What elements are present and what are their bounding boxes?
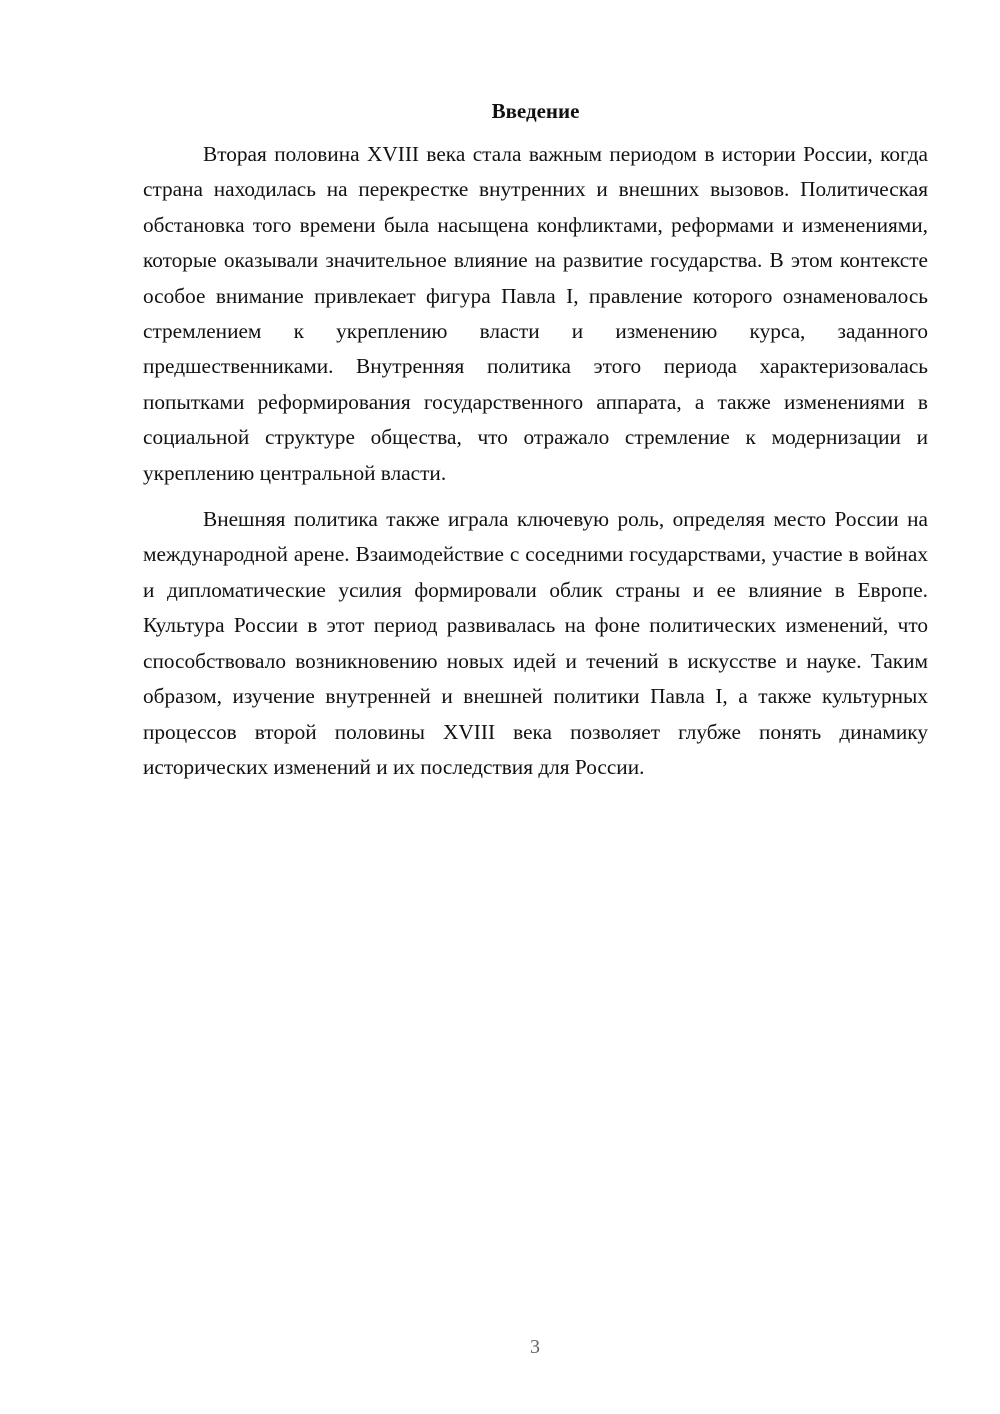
page-content (143, 96, 928, 796)
paragraph-2: Внешняя политика также играла ключевую роль, определяя место России на международной арене. Взаимодействие с соседними государствами, участие в войнах и дипломатические усилия формировали облик страны и ее влияние в Европе. Культура России в этот период развивалась на фоне политических изменений, что способствовало возникновению новых идей и течений в искусстве и науке. Таким образом, изучение внутренней и внешней политики Павла I, а также культурных процессов второй половины XVIII века позволяет глубже понять динамику исторических изменений и их последствия для России. (143, 507, 928, 779)
paragraph-1: Вторая половина XVIII века стала важным периодом в истории России, когда страна находилась на перекрестке внутренних и внешних вызовов. Политическая обстановка того времени была насыщена конфликтами, реформами и изменениями, которые оказывали значительное влияние на развитие государства. В этом контексте особое внимание привлекает фигура Павла I, правление которого ознаменовалось стремлением к укреплению власти и изменению курса, заданного предшественниками. Внутренняя политика этого периода характеризовалась попытками реформирования государственного аппарата, а также изменениями в социальной структуре общества, что отражало стремление к модернизации и укреплению центральной власти. (143, 142, 928, 485)
section-heading: Введение (491, 99, 580, 123)
page-number: 3 (530, 1336, 540, 1358)
